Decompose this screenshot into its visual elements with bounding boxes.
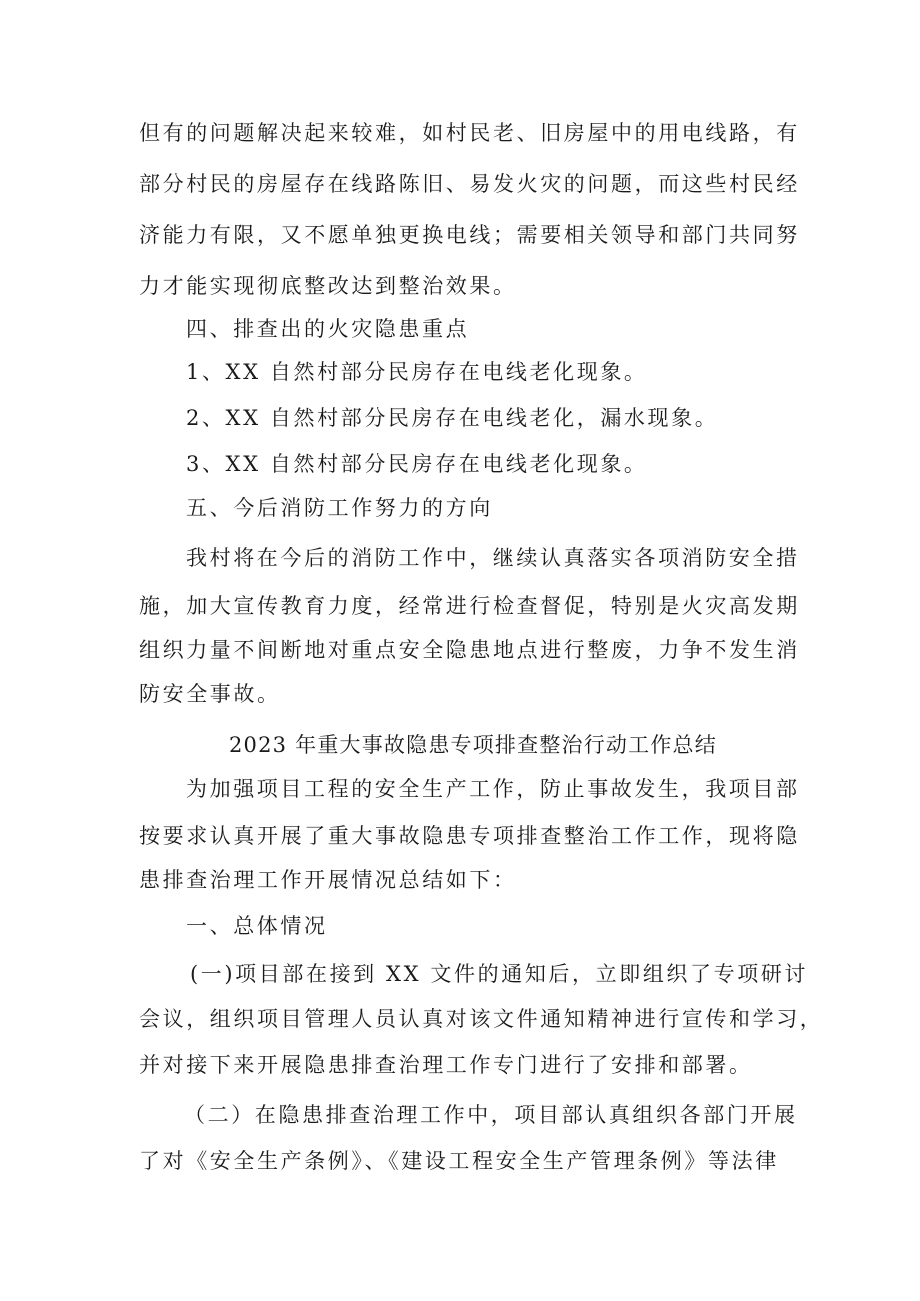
section-heading: 四、排查出的火灾隐患重点 xyxy=(186,317,470,341)
list-item: 3、XX 自然村部分民房存在电线老化现象。 xyxy=(186,452,648,476)
paragraph-line: 组织力量不间断地对重点安全隐患地点进行整废，力争不发生消 xyxy=(139,638,800,662)
list-item: 1、XX 自然村部分民房存在电线老化现象。 xyxy=(186,360,648,384)
paragraph-line: 但有的问题解决起来较难，如村民老、旧房屋中的用电线路，有 xyxy=(139,121,800,145)
paragraph-line: 按要求认真开展了重大事故隐患专项排查整治工作工作，现将隐 xyxy=(139,824,800,848)
paragraph-line: 防安全事故。 xyxy=(139,682,281,706)
paragraph-line: 并对接下来开展隐患排查治理工作专门进行了安排和部署。 xyxy=(139,1053,753,1077)
section-heading: 一、总体情况 xyxy=(186,914,328,938)
paragraph-line: 部分村民的房屋存在线路陈旧、易发火灾的问题，而这些村民经 xyxy=(139,172,800,196)
paragraph-line: 济能力有限，又不愿单独更换电线；需要相关领导和部门共同努 xyxy=(139,223,800,247)
list-item: 2、XX 自然村部分民房存在电线老化，漏水现象。 xyxy=(186,406,719,430)
section-heading: 五、今后消防工作努力的方向 xyxy=(186,496,493,520)
paragraph-line: 会议，组织项目管理人员认真对该文件通知精神进行宣传和学习， xyxy=(139,1007,824,1031)
paragraph-line: （二）在隐患排查治理工作中，项目部认真组织各部门开展 xyxy=(184,1103,798,1127)
document-title: 2023 年重大事故隐患专项排查整治行动工作总结 xyxy=(229,733,717,757)
paragraph-line: 为加强项目工程的安全生产工作，防止事故发生，我项目部 xyxy=(186,777,800,801)
paragraph-line: 力才能实现彻底整改达到整治效果。 xyxy=(139,274,517,298)
paragraph-line: 施，加大宣传教育力度，经常进行检查督促，特别是火灾高发期 xyxy=(139,594,800,618)
paragraph-line: 患排查治理工作开展情况总结如下： xyxy=(139,868,517,892)
paragraph-line: (一)项目部在接到 XX 文件的通知后，立即组织了专项研讨 xyxy=(190,962,809,986)
paragraph-line: 了对《安全生产条例》、《建设工程安全生产管理条例》等法律 xyxy=(139,1149,779,1173)
paragraph-line: 我村将在今后的消防工作中，继续认真落实各项消防安全措 xyxy=(186,546,800,570)
